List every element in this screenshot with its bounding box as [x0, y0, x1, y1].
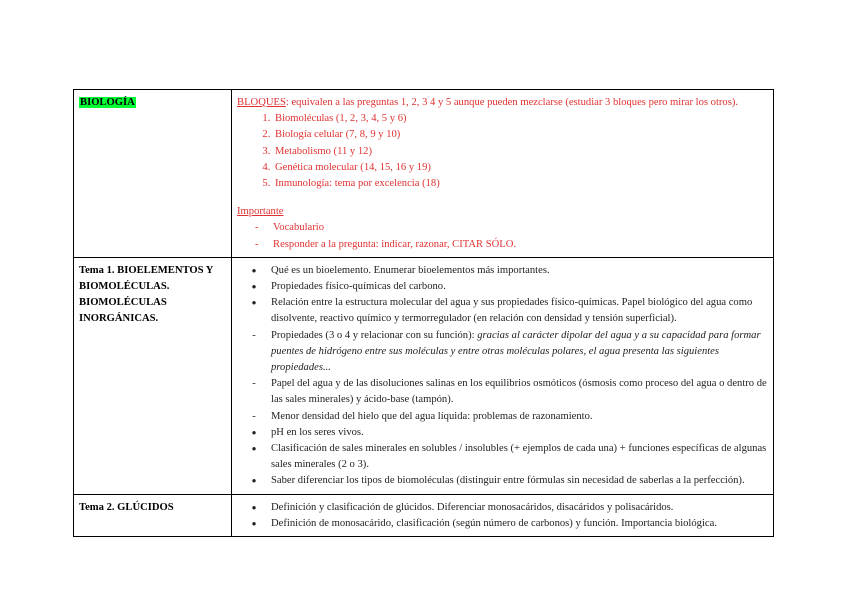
subject-cell — [74, 90, 232, 258]
blocks-intro: : equivalen a las preguntas 1, 2, 3 4 y 5 aunque pueden mezclarse (estudiar 3 bloques pero mirar los otros). — [285, 97, 739, 108]
subject-title: BIOLOGÍA — [80, 97, 135, 108]
list-item: ● Clasificación de sales minerales en solubles / insolubles (+ ejemplos de cada una) + funciones específicas de algunas sales minerales (2 o 3). — [271, 441, 768, 473]
list-item: - Menor densidad del hielo que del agua líquida: problemas de razonamiento. — [271, 409, 768, 425]
syllabus-table — [73, 89, 774, 537]
bullet-icon — [249, 279, 259, 295]
bullet-icon — [249, 263, 259, 279]
header-row — [74, 90, 774, 258]
topic-row — [74, 257, 774, 494]
topic-title: Tema 1. BIOELEMENTOS Y BIOMOLÉCULAS. BIOMOLÉCULAS INORGÁNICAS. — [79, 264, 214, 325]
list-item: ● Propiedades físico-químicas del carbono. — [271, 279, 768, 295]
list-item: 4. Genética molecular (14, 15, 16 y 19) — [273, 160, 768, 176]
dash-icon — [249, 328, 259, 344]
topic-items — [237, 500, 768, 532]
important-label: Importante — [237, 206, 284, 218]
bullet-icon — [249, 295, 259, 311]
topic-title-cell — [74, 257, 232, 494]
bullet-icon — [249, 500, 259, 516]
dash-icon — [249, 409, 259, 425]
topic-title: Tema 2. GLÚCIDOS — [79, 501, 174, 513]
topic-content-cell — [232, 494, 774, 536]
bullet-icon — [249, 425, 259, 441]
list-item: ● Definición de monosacárido, clasificación (según número de carbonos) y función. Importancia biológica. — [271, 516, 768, 532]
list-item: ● Qué es un bioelemento. Enumerar bioelementos más importantes. — [271, 263, 768, 279]
list-item: 2. Biología celular (7, 8, 9 y 10) — [273, 127, 768, 143]
bullet-icon — [249, 441, 259, 457]
list-item: - Papel del agua y de las disoluciones salinas en los equilibrios osmóticos (ósmosis como proceso del agua o dentro de las sales minerales) y ácido-base (tampón). — [271, 376, 768, 408]
list-item: ● pH en los seres vivos. — [271, 425, 768, 441]
topic-row — [74, 494, 774, 536]
important-list — [237, 220, 768, 252]
topic-title-cell — [74, 494, 232, 536]
blocks-label: BLOQUES — [237, 97, 286, 108]
list-item: 5. Inmunología: tema por excelencia (18) — [273, 176, 768, 192]
list-item: ● Saber diferenciar los tipos de biomoléculas (distinguir entre fórmulas sin necesidad de saberlas a la perfección). — [271, 473, 768, 489]
list-item: ● Definición y clasificación de glúcidos. Diferenciar monosacáridos, disacáridos y polisacáridos. — [271, 500, 768, 516]
list-item: - Responder a la pregunta: indicar, razonar, CITAR SÓLO. — [273, 237, 768, 253]
bullet-icon — [249, 516, 259, 532]
blocks-intro-line — [237, 95, 768, 111]
list-item: 1. Biomoléculas (1, 2, 3, 4, 5 y 6) — [273, 111, 768, 127]
list-item: 3. Metabolismo (11 y 12) — [273, 144, 768, 160]
blocks-cell — [232, 90, 774, 258]
topic-items — [237, 263, 768, 490]
dash-icon — [249, 376, 259, 392]
list-item: ● Relación entre la estructura molecular del agua y sus propiedades físico-químicas. Papel biológico del agua como disolvente, reactivo químico y termorregulador (en relación con densidad y tensión superficial). — [271, 295, 768, 327]
list-item: - Vocabulario — [273, 220, 768, 236]
list-item: - Propiedades (3 o 4 y relacionar con su función): gracias al carácter dipolar del agua y a su capacidad para formar puentes de hidrógeno entre sus moléculas y entre otras moléculas polares, el agua presenta las siguientes propiedades... — [271, 328, 768, 377]
blocks-list — [237, 111, 768, 192]
topic-content-cell — [232, 257, 774, 494]
bullet-icon — [249, 473, 259, 489]
